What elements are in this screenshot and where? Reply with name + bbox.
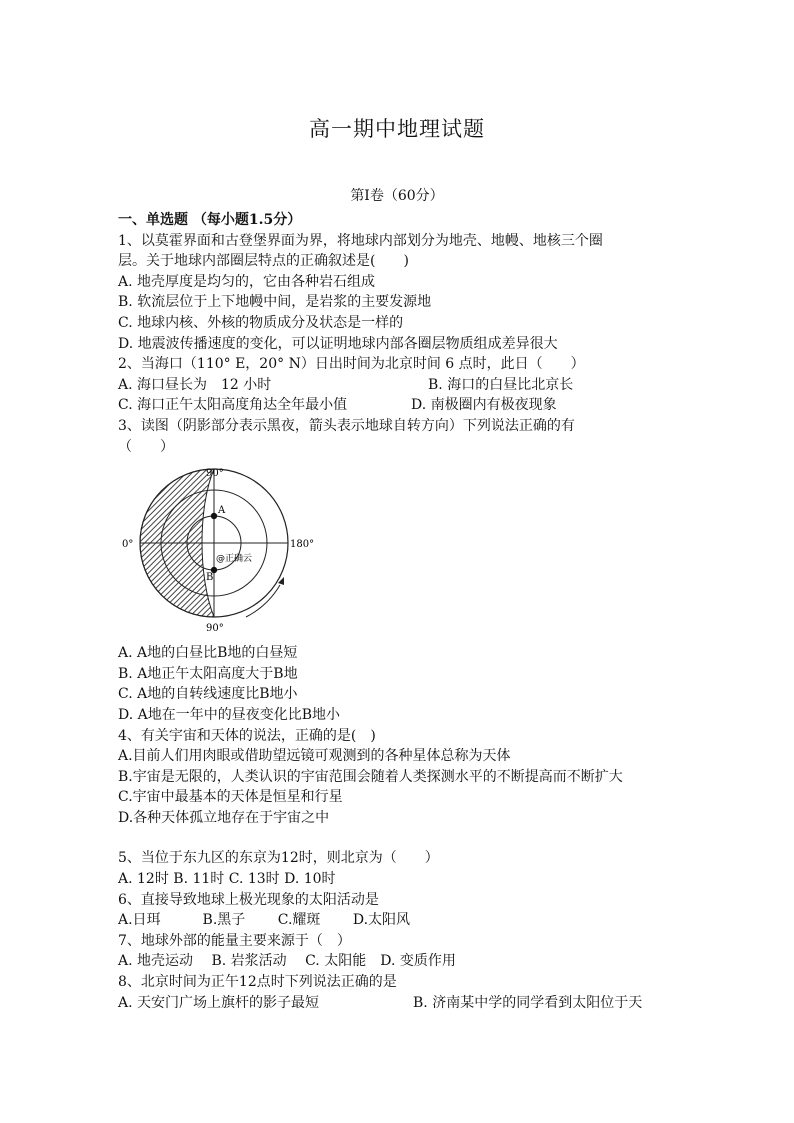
- left-label: 0°: [122, 539, 134, 551]
- section-heading: 第Ⅰ卷（60分）: [350, 188, 444, 204]
- q8-stem: 8、北京时间为正午12点时下列说法正确的是: [118, 974, 397, 991]
- q3-option-d: D. A地在一年中的昼夜变化比B地小: [118, 706, 341, 723]
- q4-stem: 4、有关宇宙和天体的说法，正确的是( ): [118, 727, 376, 744]
- q8-options-row: [118, 993, 688, 1014]
- q1-option-d: D. 地震波传播速度的变化，可以证明地球内部各圈层物质组成差异很大: [118, 335, 558, 352]
- q7-options: A. 地壳运动 B. 岩浆活动 C. 太阳能 D. 变质作用: [118, 953, 456, 970]
- q3-option-c: C. A地的自转线速度比B地小: [118, 686, 298, 703]
- point-b-label: B: [206, 572, 214, 584]
- q1-stem-line1: 1、以莫霍界面和古登堡界面为界，将地球内部划分为地壳、地幔、地核三个圈: [118, 232, 603, 249]
- q2-option-a: A. 海口昼长为 12 小时: [118, 376, 272, 393]
- q4-option-b: B.宇宙是无限的，人类认识的宇宙范围会随着人类探测水平的不断提高而不断扩大: [118, 768, 623, 785]
- question-content: [118, 210, 688, 1013]
- q2-option-d: D. 南极圈内有极夜现象: [411, 397, 557, 414]
- bottom-label: 90°: [206, 623, 224, 635]
- q3-stem-line2: （ ）: [118, 438, 174, 455]
- q1-option-b: B. 软流层位于上下地幔中间，是岩浆的主要发源地: [118, 294, 432, 311]
- q4-option-a: A.目前人们用肉眼或借助望远镜可观测到的各种星体总称为天体: [118, 748, 511, 765]
- q3-option-a: A. A地的白昼比B地的白昼短: [118, 645, 298, 662]
- q8-option-b: B. 济南某中学的同学看到太阳位于天: [413, 994, 643, 1011]
- q1-option-a: A. 地壳厚度是均匀的，它由各种岩石组成: [118, 273, 376, 290]
- q2-stem: 2、当海口（110° E，20° N）日出时间为北京时间 6 点时，此日（ ）: [118, 356, 585, 373]
- right-label: 180°: [290, 539, 315, 551]
- q1-stem-line2: 层。关于地球内部圈层特点的正确叙述是( ): [118, 253, 409, 270]
- spacer: [118, 828, 688, 848]
- q2-options-row2: [118, 395, 688, 416]
- q2-option-c: C. 海口正午太阳高度角达全年最小值: [118, 397, 348, 414]
- q2-options-row1: [118, 375, 688, 396]
- point-a-dot: [211, 513, 217, 519]
- polar-day-night-diagram: [118, 467, 338, 639]
- rotation-arrow: [246, 585, 280, 617]
- q6-options: A.日珥 B.黑子 C.耀斑 D.太阳风: [118, 912, 411, 929]
- point-a-label: A: [218, 505, 226, 517]
- q7-stem: 7、地球外部的能量主要来源于（ ）: [118, 932, 351, 949]
- q5-options: A. 12时 B. 11时 C. 13时 D. 10时: [118, 871, 336, 888]
- watermark-text: @正确云: [216, 554, 253, 565]
- q2-option-b: B. 海口的白昼比北京长: [428, 376, 574, 393]
- q4-option-c: C.宇宙中最基本的天体是恒星和行星: [118, 789, 343, 806]
- exam-title: 高一期中地理试题: [309, 117, 485, 141]
- q1-option-c: C. 地球内核、外核的物质成分及状态是一样的: [118, 314, 404, 331]
- part-heading: 一、单选题 （每小题1.5分）: [118, 212, 302, 228]
- q8-option-a: A. 天安门广场上旗杆的影子最短: [118, 994, 320, 1011]
- q4-option-d: D.各种天体孤立地存在于宇宙之中: [118, 809, 330, 826]
- q6-stem: 6、直接导致地球上极光现象的太阳活动是: [118, 891, 379, 908]
- q3-figure: [118, 467, 688, 639]
- q5-stem: 5、当位于东九区的东京为12时，则北京为（ ）: [118, 850, 439, 867]
- q3-stem-line1: 3、读图（阴影部分表示黑夜，箭头表示地球自转方向）下列说法正确的有: [118, 417, 575, 434]
- q3-option-b: B. A地正午太阳高度大于B地: [118, 665, 298, 682]
- top-label: 90°: [206, 468, 224, 480]
